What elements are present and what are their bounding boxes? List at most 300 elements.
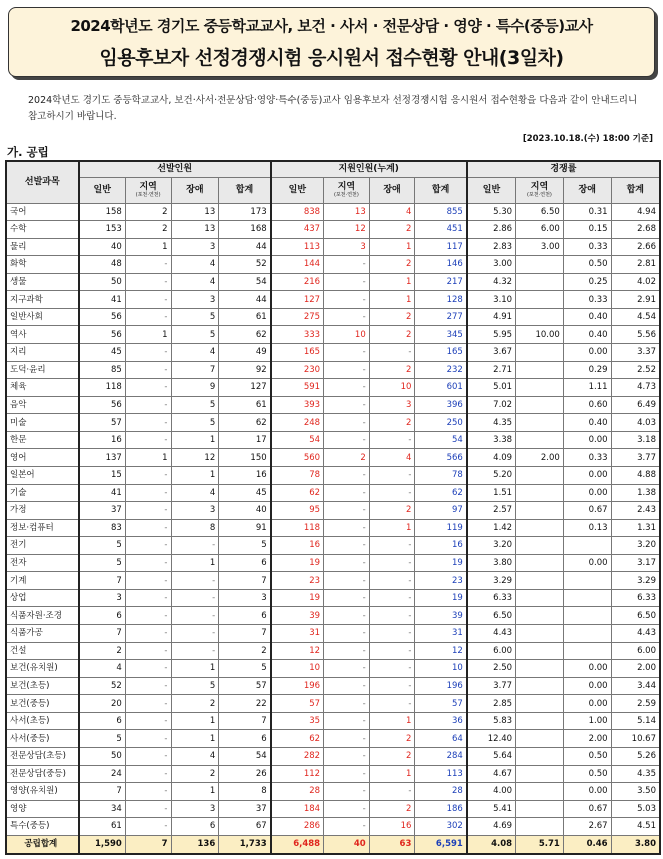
- value-cell: -: [369, 642, 415, 660]
- subject-cell: 일반사회: [6, 308, 79, 326]
- value-cell: 127: [219, 379, 271, 397]
- subject-cell: 사서(중등): [6, 730, 79, 748]
- value-cell: [516, 589, 564, 607]
- value-cell: -: [171, 642, 219, 660]
- value-cell: 6.00: [516, 221, 564, 239]
- value-cell: [516, 607, 564, 625]
- value-cell: -: [125, 273, 171, 291]
- value-cell: 6.33: [467, 589, 516, 607]
- value-cell: -: [324, 308, 370, 326]
- value-cell: 5.30: [467, 203, 516, 221]
- value-cell: 0.00: [563, 431, 611, 449]
- value-cell: 26: [219, 765, 271, 783]
- value-cell: 16: [369, 818, 415, 836]
- value-cell: 560: [271, 449, 324, 467]
- value-cell: 78: [415, 466, 467, 484]
- value-cell: [563, 589, 611, 607]
- subject-cell: 도덕·윤리: [6, 361, 79, 379]
- value-cell: [516, 537, 564, 555]
- value-cell: 345: [415, 326, 467, 344]
- value-cell: 2.00: [563, 730, 611, 748]
- value-cell: 286: [271, 818, 324, 836]
- value-cell: 34: [79, 800, 126, 818]
- value-cell: 12: [324, 221, 370, 239]
- subject-cell: 지리: [6, 344, 79, 362]
- value-cell: 2: [369, 308, 415, 326]
- value-cell: 5: [171, 326, 219, 344]
- value-cell: 5.56: [611, 326, 660, 344]
- value-cell: 4.43: [611, 625, 660, 643]
- value-cell: 0.46: [563, 835, 611, 854]
- value-cell: 1.31: [611, 519, 660, 537]
- value-cell: 0.00: [563, 554, 611, 572]
- value-cell: 12.40: [467, 730, 516, 748]
- value-cell: -: [324, 747, 370, 765]
- value-cell: -: [369, 537, 415, 555]
- value-cell: -: [324, 291, 370, 309]
- value-cell: 0.50: [563, 765, 611, 783]
- value-cell: 855: [415, 203, 467, 221]
- value-cell: [563, 572, 611, 590]
- value-cell: 61: [79, 818, 126, 836]
- value-cell: 4.54: [611, 308, 660, 326]
- value-cell: 4: [369, 203, 415, 221]
- value-cell: -: [171, 589, 219, 607]
- value-cell: -: [125, 572, 171, 590]
- value-cell: 3.50: [611, 783, 660, 801]
- value-cell: [516, 660, 564, 678]
- value-cell: 54: [415, 431, 467, 449]
- value-cell: 6.00: [467, 642, 516, 660]
- header-general: 일반: [79, 177, 126, 203]
- value-cell: 127: [271, 291, 324, 309]
- section-title: 가. 공립: [7, 145, 49, 159]
- value-cell: 10: [324, 326, 370, 344]
- value-cell: 1: [171, 730, 219, 748]
- value-cell: -: [324, 466, 370, 484]
- table-row: [6, 414, 660, 432]
- value-cell: -: [324, 361, 370, 379]
- value-cell: 57: [219, 677, 271, 695]
- value-cell: 2.86: [467, 221, 516, 239]
- value-cell: 16: [271, 537, 324, 555]
- value-cell: 5.64: [467, 747, 516, 765]
- value-cell: 3.17: [611, 554, 660, 572]
- value-cell: 41: [79, 291, 126, 309]
- value-cell: 0.60: [563, 396, 611, 414]
- header-group-quota: 선발인원: [79, 161, 271, 177]
- value-cell: 165: [415, 344, 467, 362]
- value-cell: 248: [271, 414, 324, 432]
- value-cell: 0.33: [563, 238, 611, 256]
- value-cell: 1.00: [563, 712, 611, 730]
- value-cell: 48: [79, 256, 126, 274]
- value-cell: 61: [219, 396, 271, 414]
- value-cell: -: [324, 589, 370, 607]
- value-cell: 2.85: [467, 695, 516, 713]
- intro-text: 2024학년도 경기도 중등학교교사, 보건·사서·전문상담·영양·특수(중등)교사 임용후보자 선정경쟁시험 응시원서 접수현황을 다음과 같이 안내드리니 참고하시기 바랍니다.: [28, 95, 638, 122]
- subject-cell: 가정: [6, 502, 79, 520]
- table-row: [6, 273, 660, 291]
- value-cell: -: [125, 660, 171, 678]
- value-cell: [516, 783, 564, 801]
- title-box: [8, 7, 655, 77]
- value-cell: 6: [219, 554, 271, 572]
- value-cell: 19: [415, 554, 467, 572]
- value-cell: 36: [415, 712, 467, 730]
- table-row: [6, 660, 660, 678]
- value-cell: 6.50: [611, 607, 660, 625]
- value-cell: 10.00: [516, 326, 564, 344]
- value-cell: 39: [271, 607, 324, 625]
- table-row: [6, 466, 660, 484]
- value-cell: -: [324, 537, 370, 555]
- value-cell: 2: [369, 800, 415, 818]
- value-cell: -: [369, 466, 415, 484]
- value-cell: -: [125, 344, 171, 362]
- value-cell: -: [125, 712, 171, 730]
- value-cell: 4.88: [611, 466, 660, 484]
- value-cell: -: [324, 519, 370, 537]
- value-cell: 45: [219, 484, 271, 502]
- value-cell: 2.00: [611, 660, 660, 678]
- value-cell: 62: [219, 326, 271, 344]
- value-cell: 54: [219, 747, 271, 765]
- value-cell: 1: [125, 238, 171, 256]
- table-row: [6, 783, 660, 801]
- value-cell: -: [125, 765, 171, 783]
- value-cell: 4.35: [611, 765, 660, 783]
- value-cell: -: [324, 783, 370, 801]
- value-cell: -: [125, 747, 171, 765]
- value-cell: 8: [171, 519, 219, 537]
- value-cell: 5.03: [611, 800, 660, 818]
- value-cell: 1: [171, 660, 219, 678]
- value-cell: 1: [125, 326, 171, 344]
- header-sum: 합계: [415, 177, 467, 203]
- table-row: [6, 747, 660, 765]
- value-cell: 2.91: [611, 291, 660, 309]
- value-cell: -: [324, 607, 370, 625]
- value-cell: -: [125, 396, 171, 414]
- value-cell: 3: [219, 589, 271, 607]
- value-cell: 57: [271, 695, 324, 713]
- value-cell: 396: [415, 396, 467, 414]
- value-cell: [516, 414, 564, 432]
- value-cell: -: [324, 800, 370, 818]
- value-cell: 2.50: [467, 660, 516, 678]
- value-cell: 5.83: [467, 712, 516, 730]
- value-cell: 4: [171, 344, 219, 362]
- value-cell: 6.49: [611, 396, 660, 414]
- value-cell: 7: [125, 835, 171, 854]
- value-cell: 2: [369, 414, 415, 432]
- subject-cell: 화학: [6, 256, 79, 274]
- value-cell: 22: [219, 695, 271, 713]
- value-cell: 0.00: [563, 695, 611, 713]
- value-cell: 282: [271, 747, 324, 765]
- value-cell: [516, 431, 564, 449]
- value-cell: 57: [415, 695, 467, 713]
- value-cell: 0.40: [563, 414, 611, 432]
- value-cell: -: [125, 291, 171, 309]
- table-row: [6, 484, 660, 502]
- subject-cell: 기술: [6, 484, 79, 502]
- value-cell: 0.67: [563, 502, 611, 520]
- subject-cell: 영양: [6, 800, 79, 818]
- value-cell: 277: [415, 308, 467, 326]
- table-row: [6, 449, 660, 467]
- value-cell: 5: [171, 414, 219, 432]
- subject-cell: 식품가공: [6, 625, 79, 643]
- header-region: 지역 (포천·연천): [516, 177, 564, 203]
- value-cell: 24: [79, 765, 126, 783]
- value-cell: 3.29: [467, 572, 516, 590]
- value-cell: -: [125, 607, 171, 625]
- subject-cell: 음악: [6, 396, 79, 414]
- value-cell: 28: [271, 783, 324, 801]
- value-cell: 17: [219, 431, 271, 449]
- table-row: [6, 589, 660, 607]
- value-cell: 7: [79, 783, 126, 801]
- value-cell: 4.67: [467, 765, 516, 783]
- value-cell: 5.26: [611, 747, 660, 765]
- value-cell: 1: [171, 783, 219, 801]
- value-cell: 3: [369, 396, 415, 414]
- value-cell: 137: [79, 449, 126, 467]
- value-cell: 5.14: [611, 712, 660, 730]
- value-cell: -: [125, 625, 171, 643]
- value-cell: -: [369, 589, 415, 607]
- value-cell: 16: [219, 466, 271, 484]
- value-cell: 4.69: [467, 818, 516, 836]
- value-cell: 333: [271, 326, 324, 344]
- value-cell: -: [324, 818, 370, 836]
- value-cell: 4.35: [467, 414, 516, 432]
- value-cell: [516, 361, 564, 379]
- value-cell: 1: [369, 519, 415, 537]
- value-cell: [516, 502, 564, 520]
- value-cell: 5: [79, 537, 126, 555]
- value-cell: 2.68: [611, 221, 660, 239]
- value-cell: 393: [271, 396, 324, 414]
- value-cell: [563, 625, 611, 643]
- value-cell: 5: [79, 730, 126, 748]
- subject-cell: 공립합계: [6, 835, 79, 854]
- value-cell: 39: [415, 607, 467, 625]
- value-cell: 83: [79, 519, 126, 537]
- value-cell: 7: [79, 572, 126, 590]
- value-cell: 40: [324, 835, 370, 854]
- value-cell: -: [324, 572, 370, 590]
- value-cell: 6: [219, 607, 271, 625]
- value-cell: -: [125, 695, 171, 713]
- value-cell: 37: [219, 800, 271, 818]
- value-cell: 4: [171, 484, 219, 502]
- value-cell: 0.40: [563, 308, 611, 326]
- value-cell: 6,488: [271, 835, 324, 854]
- value-cell: 4.91: [467, 308, 516, 326]
- value-cell: 12: [171, 449, 219, 467]
- value-cell: [516, 466, 564, 484]
- value-cell: 62: [271, 484, 324, 502]
- value-cell: 63: [369, 835, 415, 854]
- value-cell: 6: [79, 712, 126, 730]
- value-cell: [563, 607, 611, 625]
- application-status-table: [5, 160, 661, 855]
- table-row: [6, 695, 660, 713]
- table-row: [6, 712, 660, 730]
- value-cell: [516, 519, 564, 537]
- value-cell: 1: [171, 431, 219, 449]
- table-row: [6, 537, 660, 555]
- header-group-ratio: 경쟁률: [467, 161, 660, 177]
- value-cell: 61: [219, 308, 271, 326]
- value-cell: 1: [125, 449, 171, 467]
- value-cell: 3: [171, 238, 219, 256]
- value-cell: 44: [219, 238, 271, 256]
- value-cell: 117: [415, 238, 467, 256]
- value-cell: 1: [171, 554, 219, 572]
- table-row: [6, 379, 660, 397]
- value-cell: 284: [415, 747, 467, 765]
- value-cell: 5.20: [467, 466, 516, 484]
- value-cell: -: [324, 625, 370, 643]
- value-cell: 3.20: [611, 537, 660, 555]
- value-cell: -: [171, 572, 219, 590]
- value-cell: 173: [219, 203, 271, 221]
- subject-cell: 보건(유치원): [6, 660, 79, 678]
- value-cell: 2: [79, 642, 126, 660]
- value-cell: 6.33: [611, 589, 660, 607]
- value-cell: 118: [79, 379, 126, 397]
- value-cell: 2.71: [467, 361, 516, 379]
- value-cell: -: [125, 519, 171, 537]
- value-cell: 5: [171, 396, 219, 414]
- value-cell: 85: [79, 361, 126, 379]
- value-cell: 4: [171, 273, 219, 291]
- value-cell: 3.80: [467, 554, 516, 572]
- value-cell: -: [125, 730, 171, 748]
- subject-cell: 체육: [6, 379, 79, 397]
- value-cell: -: [125, 537, 171, 555]
- value-cell: [516, 484, 564, 502]
- value-cell: 230: [271, 361, 324, 379]
- value-cell: [516, 818, 564, 836]
- value-cell: 1: [171, 712, 219, 730]
- value-cell: -: [125, 361, 171, 379]
- value-cell: 150: [219, 449, 271, 467]
- value-cell: 4.32: [467, 273, 516, 291]
- value-cell: [516, 765, 564, 783]
- table-row: [6, 203, 660, 221]
- value-cell: 0.67: [563, 800, 611, 818]
- value-cell: 451: [415, 221, 467, 239]
- value-cell: 16: [415, 537, 467, 555]
- value-cell: -: [369, 607, 415, 625]
- table-row: [6, 625, 660, 643]
- value-cell: 168: [219, 221, 271, 239]
- subject-cell: 지구과학: [6, 291, 79, 309]
- value-cell: -: [125, 554, 171, 572]
- value-cell: 4: [369, 449, 415, 467]
- value-cell: -: [125, 677, 171, 695]
- value-cell: 5: [171, 677, 219, 695]
- value-cell: 12: [415, 642, 467, 660]
- table-row: [6, 554, 660, 572]
- table-row: [6, 730, 660, 748]
- value-cell: [516, 554, 564, 572]
- table-total-row: [6, 835, 660, 854]
- value-cell: 2.59: [611, 695, 660, 713]
- value-cell: 57: [79, 414, 126, 432]
- value-cell: 13: [324, 203, 370, 221]
- value-cell: 0.31: [563, 203, 611, 221]
- value-cell: -: [369, 660, 415, 678]
- header-disabled: 장애: [563, 177, 611, 203]
- value-cell: [516, 677, 564, 695]
- value-cell: 0.40: [563, 326, 611, 344]
- value-cell: -: [369, 695, 415, 713]
- value-cell: -: [324, 765, 370, 783]
- value-cell: 0.00: [563, 466, 611, 484]
- table-row: [6, 519, 660, 537]
- value-cell: -: [125, 800, 171, 818]
- value-cell: 23: [271, 572, 324, 590]
- value-cell: 4: [171, 256, 219, 274]
- value-cell: 838: [271, 203, 324, 221]
- value-cell: 10: [369, 379, 415, 397]
- value-cell: 119: [415, 519, 467, 537]
- value-cell: 0.00: [563, 677, 611, 695]
- value-cell: 6.00: [611, 642, 660, 660]
- value-cell: 3.00: [516, 238, 564, 256]
- table-row: [6, 396, 660, 414]
- value-cell: 1.51: [467, 484, 516, 502]
- value-cell: -: [369, 572, 415, 590]
- value-cell: 144: [271, 256, 324, 274]
- value-cell: 56: [79, 326, 126, 344]
- value-cell: 4: [79, 660, 126, 678]
- value-cell: 2.67: [563, 818, 611, 836]
- value-cell: 0.00: [563, 660, 611, 678]
- value-cell: 2: [369, 256, 415, 274]
- value-cell: 3: [79, 589, 126, 607]
- subject-cell: 영양(유치원): [6, 783, 79, 801]
- value-cell: [516, 572, 564, 590]
- value-cell: 2: [219, 642, 271, 660]
- value-cell: -: [324, 730, 370, 748]
- value-cell: -: [125, 783, 171, 801]
- value-cell: 5: [219, 660, 271, 678]
- basis-date: [2023.10.18.(수) 18:00 기준]: [522, 134, 653, 144]
- value-cell: 1.11: [563, 379, 611, 397]
- value-cell: 3.10: [467, 291, 516, 309]
- subject-cell: 사서(초등): [6, 712, 79, 730]
- value-cell: 50: [79, 747, 126, 765]
- table-row: [6, 607, 660, 625]
- value-cell: 3.77: [467, 677, 516, 695]
- value-cell: 113: [415, 765, 467, 783]
- value-cell: 6.50: [467, 607, 516, 625]
- value-cell: 4.51: [611, 818, 660, 836]
- value-cell: 0.25: [563, 273, 611, 291]
- value-cell: 19: [271, 554, 324, 572]
- table-row: [6, 572, 660, 590]
- value-cell: 8: [219, 783, 271, 801]
- header-sum: 합계: [611, 177, 660, 203]
- value-cell: 2.52: [611, 361, 660, 379]
